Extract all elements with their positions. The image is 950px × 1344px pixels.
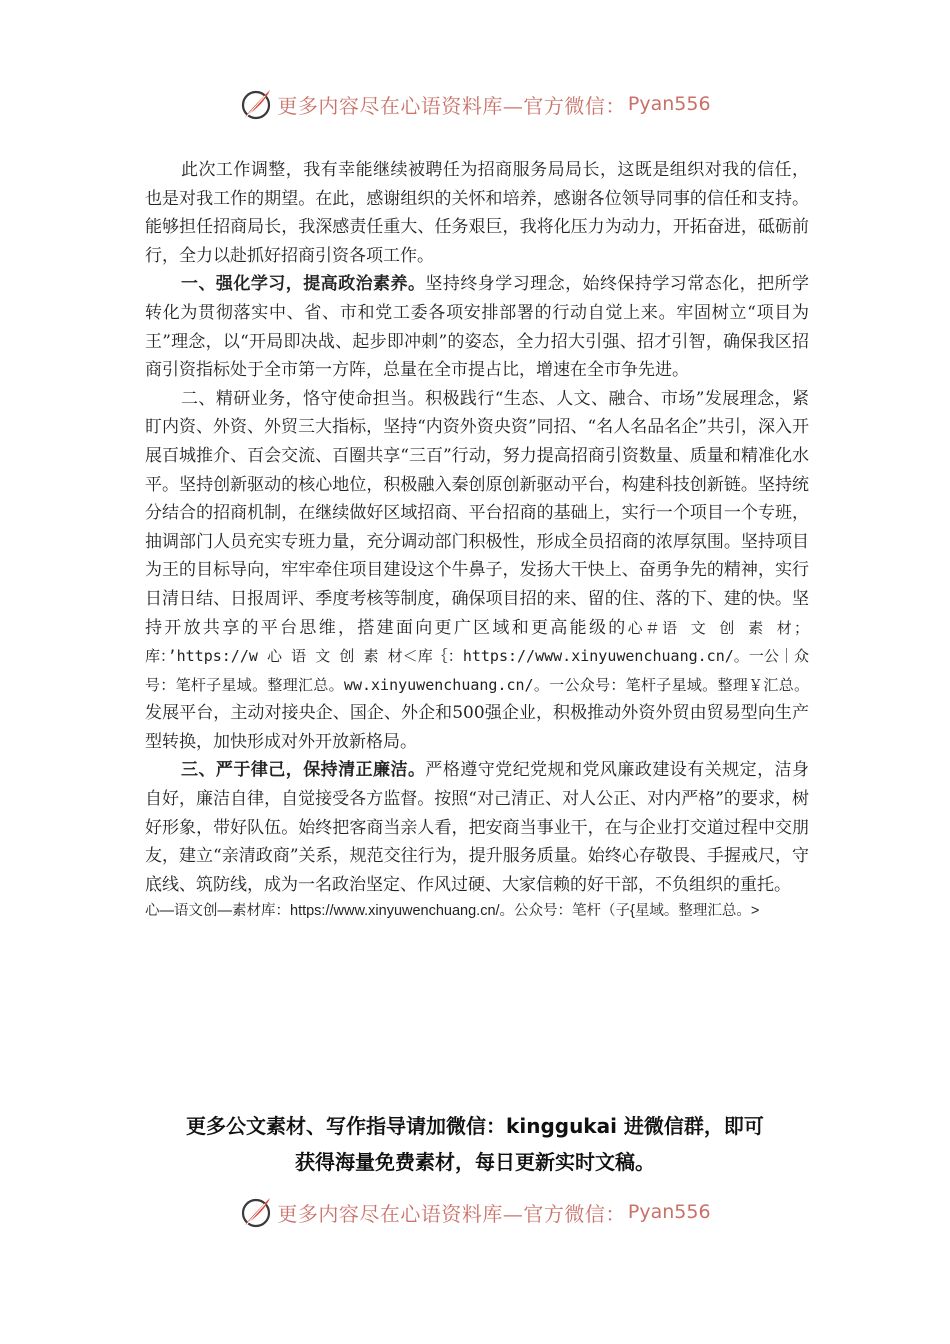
- footer-banner: [0, 1192, 950, 1232]
- quill-logo-icon: [239, 1195, 273, 1229]
- section-1-text: 坚持终身学习理念，始终保持学习常态化，把所学转化为贯彻落实中、省、市和党工委各项安排部署的行动自觉上来。牢固树立“项目为王”理念，以“开局即决战、起步即冲刺”的姿态，全力招大引强、招才引智，确保我区招商引资指标处于全市第一方阵，总量在全市提占比，增速在全市争先进。: [145, 274, 810, 381]
- footer-banner-text: 更多内容尽在心语资料库—官方微信：: [277, 1201, 626, 1226]
- section-2-text: 二、精研业务，恪守使命担当。积极践行“生态、人文、融合、市场”发展理念，紧盯内资、外资、外贸三大指标，坚持“内资外资央资”同招、“名人名品名企”共引，深入开展百城推介、百会交流、百圈共享“三百”行动，努力提高招商引资数量、质量和精准化水平。坚持创新驱动的核心地位，积极融入秦创原创新驱动平台，构建科技创新链。坚持统分结合的招商机制，在继续做好区域招商、平台招商的基础上，实行一个项目一个专班，抽调部门人员充实专班力量，充分调动部门积极性，形成全员招商的浓厚氛围。坚持项目为王的目标导向，牢牢牵住项目建设这个牛鼻子，发扬大干快上、奋勇争先的精神，实行日清日结、日报周评、季度考核等制度，确保项目招的来、留的住、落的下、建的快。坚持开放共享的平台思维，搭建面向更广区域和更高能级的: [145, 388, 809, 638]
- header-banner-text: 更多内容尽在心语资料库—官方微信：: [277, 93, 626, 118]
- promo-line-1: 更多公文素材、写作指导请加微信：kinggukai 进微信群，即可: [186, 1114, 764, 1138]
- header-wechat-id: Pyan556: [627, 93, 711, 115]
- header-banner: [0, 84, 950, 124]
- section-1-paragraph: [145, 270, 809, 384]
- section-3-heading: 三、严于律己，保持清正廉洁。: [181, 760, 426, 781]
- footer-wechat-id: Pyan556: [627, 1201, 711, 1223]
- section-1-heading: 一、强化学习，提高政治素养。: [181, 274, 426, 295]
- promo-line-2: 获得海量免费素材，每日更新实时文稿。: [295, 1150, 655, 1174]
- promo-block: [120, 1108, 830, 1180]
- section-3-text: 严格遵守党纪党规和党风廉政建设有关规定，洁身自好，廉洁自律，自觉接受各方监督。按照“对己清正、对人公正、对内严格”的要求，树好形象，带好队伍。始终把客商当亲人看，把安商当事业干，在与企业打交道过程中交朋友，建立“亲清政商”关系，规范交往行为，提升服务质量。始终心存敬畏、手握戒尺，守底线、筑防线，成为一名政治坚定、作风过硬、大家信赖的好干部，不负组织的重托。: [145, 760, 810, 895]
- intro-paragraph: 此次工作调整，我有幸能继续被聘任为招商服务局局长，这既是组织对我的信任，也是对我工作的期望。在此，感谢组织的关怀和培养，感谢各位领导同事的信任和支持。能够担任招商局长，我深感责任重大、任务艰巨，我将化压力为动力，开拓奋进，砥砺前行，全力以赴抓好招商引资各项工作。: [145, 160, 809, 266]
- section-2-garbled-text: 心＃语 文 创 素 材；库：’https://w 心 语 文 创 素 材＜库｛：https://www.xinyuwenchuang.cn/。一公｜众号：笔杆子星域。整理汇总。ww.xinyuwenchuang.cn/。一公众号：笔杆子星域。整理￥汇总。: [145, 618, 810, 694]
- section-2-tail: 发展平台，主动对接央企、国企、外企和500强企业，积极推动外资外贸由贸易型向生产型转换，加快形成对外开放新格局。: [145, 703, 809, 752]
- section-2-paragraph: [145, 385, 809, 757]
- source-note: 心—语文创—素材库：https://www.xinyuwenchuang.cn/。公众号：笔杆（子{星域。整理汇总。>: [145, 903, 760, 920]
- document-body: [145, 156, 809, 924]
- section-3-paragraph: [145, 756, 809, 899]
- quill-logo-icon: [239, 87, 273, 121]
